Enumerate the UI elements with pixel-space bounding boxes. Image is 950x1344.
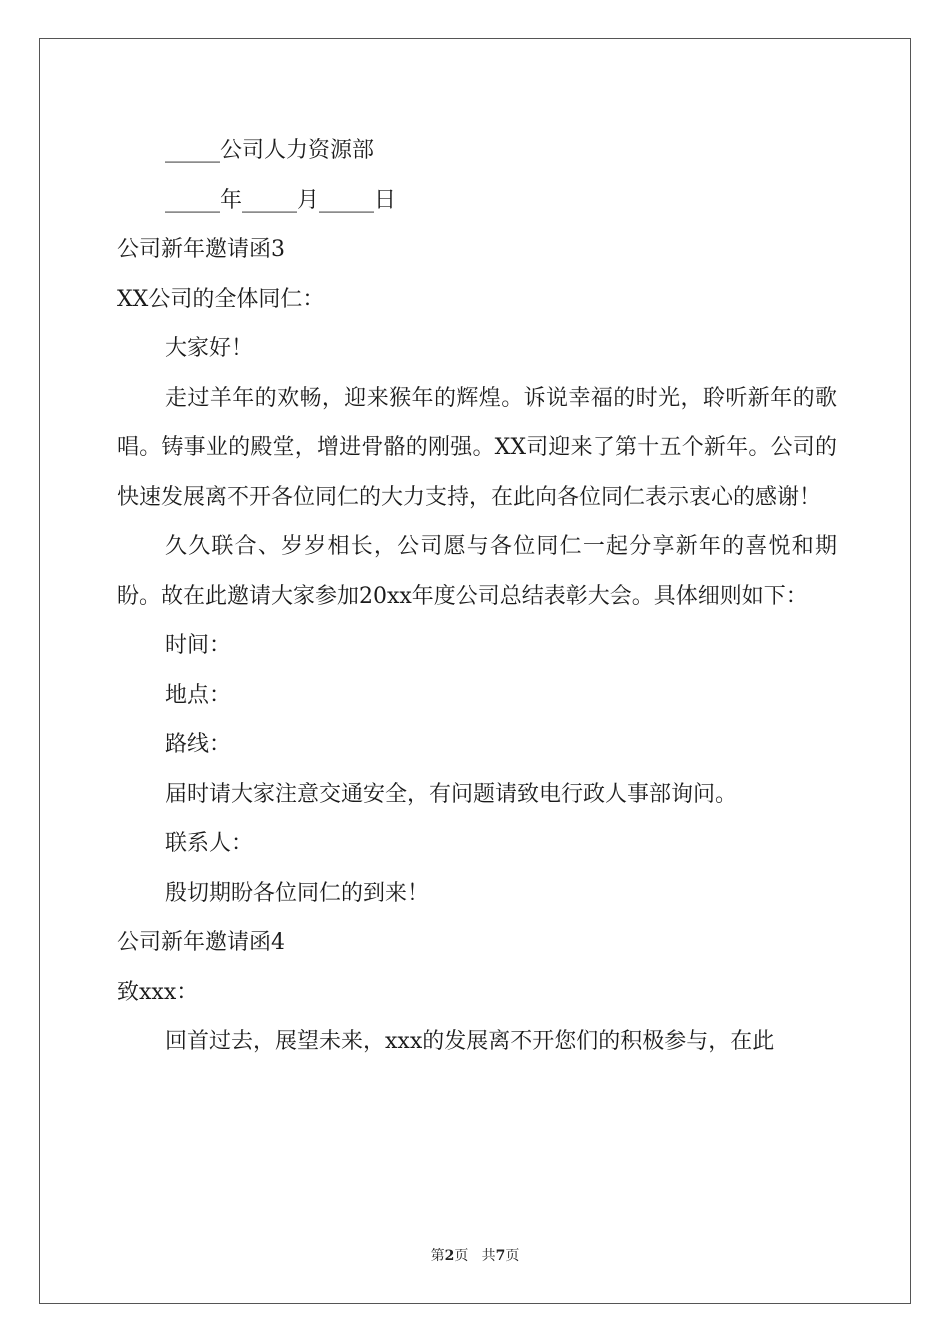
letter4-paragraph-1: 回首过去，展望未来，xxx的发展离不开您们的积极参与，在此 [165, 1029, 775, 1054]
total-prefix: 共 [481, 1248, 496, 1264]
letter3-time-label: 时间： [165, 633, 232, 658]
page-current: 2 [444, 1248, 455, 1264]
letter3-route-label: 路线： [165, 732, 232, 757]
letter3-paragraph-1: 走过羊年的欢畅，迎来猴年的辉煌。诉说幸福的时光，聆听新年的歌唱。铸事业的殿堂，增进骨骼的刚强。XX司迎来了第十五个新年。公司的快速发展离不开各位同仁的大力支持，在此向各位同仁表示衷心的感谢！ [117, 385, 837, 510]
total-suffix: 页 [505, 1248, 520, 1264]
letter3-contact-label: 联系人： [165, 831, 254, 856]
letter3-greeting: 大家好！ [165, 336, 254, 361]
page-suffix: 页 [454, 1248, 469, 1264]
letter3-place-label: 地点： [165, 682, 232, 708]
page-total: 7 [495, 1248, 506, 1264]
page-prefix: 第 [430, 1248, 445, 1264]
signature-date: _____年_____月_____日 [165, 187, 397, 213]
letter3-closing: 殷切期盼各位同仁的到来！ [165, 880, 430, 906]
letter4-title: 公司新年邀请函4 [117, 930, 285, 955]
page-footer [0, 1245, 950, 1265]
letter3-title: 公司新年邀请函3 [117, 237, 285, 262]
letter3-paragraph-2: 久久联合、岁岁相长，公司愿与各位同仁一起分享新年的喜悦和期盼。故在此邀请大家参加20xx年度公司总结表彰大会。具体细则如下： [117, 534, 837, 609]
letter3-safety-note: 届时请大家注意交通安全，有问题请致电行政人事部询问。 [165, 781, 738, 807]
letter4-salutation: 致xxx： [117, 979, 199, 1005]
signature-department: _____公司人力资源部 [165, 138, 375, 163]
document-body [117, 126, 837, 1067]
letter3-salutation: XX公司的全体同仁： [117, 286, 325, 312]
